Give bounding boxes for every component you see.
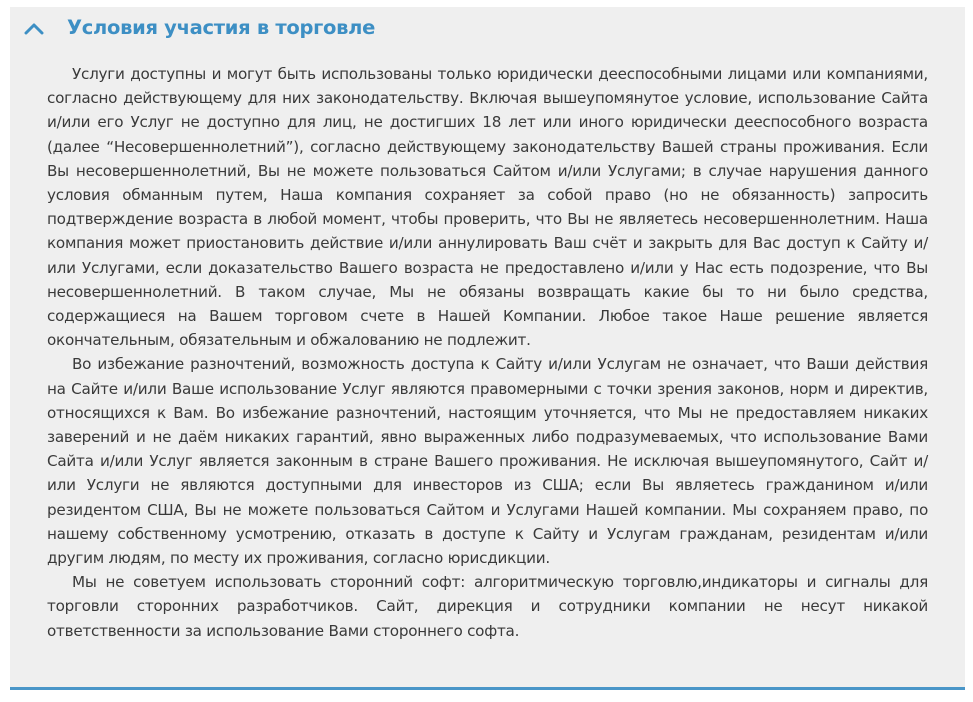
paragraph: Услуги доступны и могут быть использованы только юридически дееспособными лицами или компаниями, согласно действующему для них законодательству. Включая вышеупомянутое условие, использование Сайта и/или его Услуг не доступно для лиц, не достигших 18 лет или иного юридически дееспособного возраста (далее “Несовершеннолетний”), согласно действующему законодательству Вашей страны проживания. Если Вы несовершеннолетний, Вы не можете пользоваться Сайтом и/или Услугами; в случае нарушения данного условия обманным путем, Наша компания сохраняет за собой право (но не обязанность) запросить подтверждение возраста в любой момент, чтобы проверить, что Вы не являетесь несовершеннолетним. Наша компания может приостановить действие и/или аннулировать Ваш счёт и закрыть для Вас доступ к Сайту и/или Услугами, если доказательство Вашего возраста не предоставлено и/или у Нас есть подозрение, что Вы несовершеннолетний. В таком случае, Мы не обязаны возвращать какие бы то ни было средства, содержащиеся на Вашем торговом счете в Нашей Компании. Любое такое Наше решение является окончательным, обязательным и обжалованию не подлежит. (47, 65, 928, 350)
section-body (47, 62, 928, 643)
accordion-header[interactable] (10, 7, 965, 51)
section-title: Условия участия в торговле (67, 16, 376, 39)
terms-accordion-section (10, 7, 965, 690)
paragraph: Мы не советуем использовать сторонний софт: алгоритмическую торговлю,индикаторы и сигналы для торговли сторонних разработчиков. Сайт, дирекция и сотрудники компании не несут никакой ответственности за использование Вами стороннего софта. (47, 573, 928, 640)
paragraph: Во избежание разночтений, возможность доступа к Сайту и/или Услугам не означает, что Ваши действия на Сайте и/или Ваше использование Услуг являются правомерными с точки зрения законов, норм и директив, относящихся к Вам. Во избежание разночтений, настоящим уточняется, что Мы не предоставляем никаких заверений и не даём никаких гарантий, явно выраженных либо подразумеваемых, что использование Вами Сайта и/или Услуг является законным в стране Вашего проживания. Не исключая вышеупомянутого, Сайт и/или Услуги не являются доступными для инвесторов из США; если Вы являетесь гражданином и/или резидентом США, Вы не можете пользоваться Сайтом и Услугами Нашей компании. Мы сохраняем право, по нашему собственному усмотрению, отказать в доступе к Сайту и Услугам гражданам, резидентам и/или другим людям, по месту их проживания, согласно юрисдикции. (47, 355, 928, 568)
chevron-up-icon[interactable] (24, 21, 44, 37)
